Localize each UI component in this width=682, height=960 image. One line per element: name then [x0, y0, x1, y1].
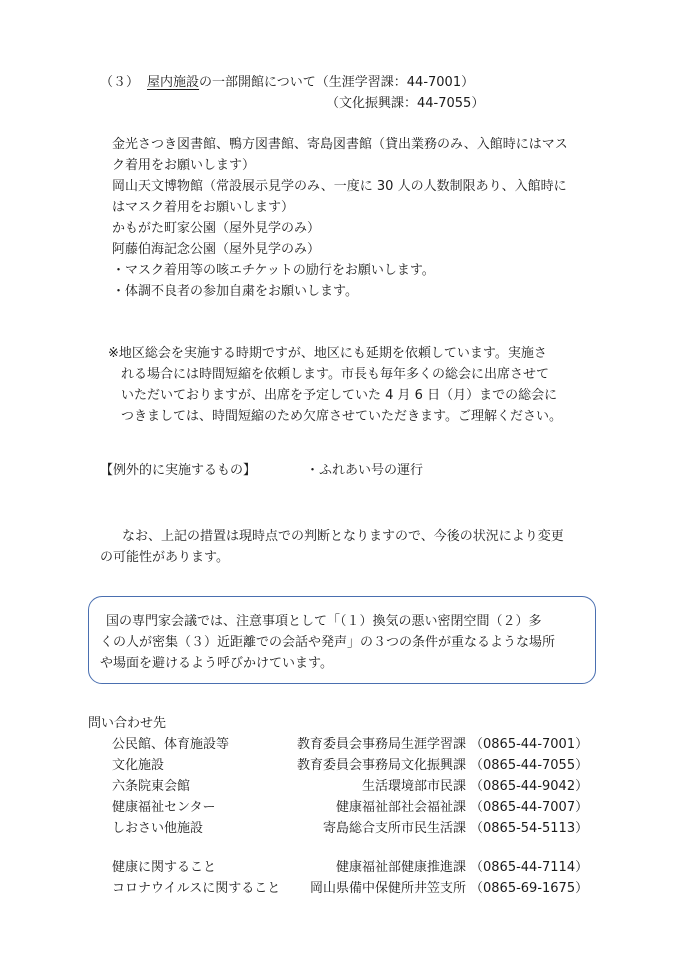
callout-line: くの人が密集（３）近距離での会話や発声」の３つの条件が重なるような場所 [100, 635, 556, 650]
contact-name: 健康福祉センター [112, 800, 216, 815]
facilities-line: 阿藤伯海記念公園（屋外見学のみ） [112, 242, 321, 257]
facilities-line: かもがた町家公園（屋外見学のみ） [112, 221, 321, 236]
exception-item: ・ふれあい号の運行 [306, 463, 424, 478]
note-line: れる場合には時間短縮を依頼します。市長も毎年多くの総会に出席させて [121, 367, 549, 382]
contact-department: 健康福祉部健康推進課 [335, 860, 466, 875]
section-title-rest: の一部開館について [199, 75, 316, 90]
bullet-item: ・体調不良者の参加自粛をお願いします。 [112, 284, 358, 299]
disclaimer-line: なお、上記の措置は現時点での判断となりますので、今後の状況により変更 [122, 529, 564, 544]
section-title-underlined: 屋内施設 [147, 75, 200, 90]
contact-row [0, 820, 682, 838]
section-heading [100, 74, 474, 92]
contact-row [0, 880, 682, 898]
section-number: （３） [100, 75, 140, 90]
note-line: いただいておりますが、出席を予定していた 4 月 6 日（月）までの総会に [121, 388, 558, 403]
contact-name: 公民館、体育施設等 [112, 737, 230, 752]
contact-department: 教育委員会事務局文化振興課 [296, 758, 466, 773]
contact-department: 生活環境部市民課 [361, 779, 466, 794]
contact-name: 健康に関すること [112, 860, 217, 875]
facilities-line: 金光さつき図書館、鴨方図書館、寄島図書館（貸出業務のみ、入館時にはマス [112, 137, 568, 152]
note-line: ※地区総会を実施する時期ですが、地区にも延期を依頼しています。実施さ [108, 346, 547, 361]
contact-name: しおさい他施設 [112, 821, 204, 836]
callout-line: や場面を避けるよう呼びかけています。 [100, 656, 333, 671]
bullet-item: ・マスク着用等の咳エチケットの励行をお願いします。 [112, 263, 435, 278]
note-line: つきましては、時間短縮のため欠席させていただきます。ご理解ください。 [121, 409, 562, 424]
contacts-heading: 問い合わせ先 [88, 716, 167, 731]
contact-department: 教育委員会事務局生涯学習課 [296, 737, 466, 752]
callout-line: 国の専門家会議では、注意事項として「（１）換気の悪い密閉空間（２）多 [106, 614, 542, 629]
contact-row [0, 736, 682, 754]
contact-name: 六条院東会館 [112, 779, 191, 794]
contact-row [0, 799, 682, 817]
contact-name: 文化施設 [112, 758, 165, 773]
contact-name: コロナウイルスに関すること [112, 881, 281, 896]
contact-phone: （0865-44-7007） [470, 800, 589, 815]
facilities-line: 岡山天文博物館（常設展示見学のみ、一度に 30 人の人数制限あり、入館時に [112, 179, 567, 194]
contact-row [0, 757, 682, 775]
contact-department: 寄島総合支所市民生活課 [322, 821, 466, 836]
contact-phone: （0865-44-7114） [470, 860, 589, 875]
contact-phone: （0865-44-7001） [470, 737, 589, 752]
facilities-line: はマスク着用をお願いします） [112, 200, 295, 215]
contact-phone: （0865-69-1675） [470, 881, 589, 896]
facilities-line: ク着用をお願いします） [112, 158, 256, 173]
contact-row [0, 859, 682, 877]
contact-department: 岡山県備中保健所井笠支所 [309, 881, 466, 896]
section-contact-2: （文化振興課：44-7055） [326, 96, 485, 111]
exception-label: 【例外的に実施するもの】 [100, 463, 257, 478]
contact-row [0, 778, 682, 796]
contact-phone: （0865-54-5113） [470, 821, 589, 836]
disclaimer-line: の可能性があります。 [100, 550, 229, 565]
contact-phone: （0865-44-9042） [470, 779, 589, 794]
contact-phone: （0865-44-7055） [470, 758, 589, 773]
section-contact-1: （生涯学習課：44-7001） [315, 75, 475, 90]
contact-department: 健康福祉部社会福祉課 [335, 800, 466, 815]
